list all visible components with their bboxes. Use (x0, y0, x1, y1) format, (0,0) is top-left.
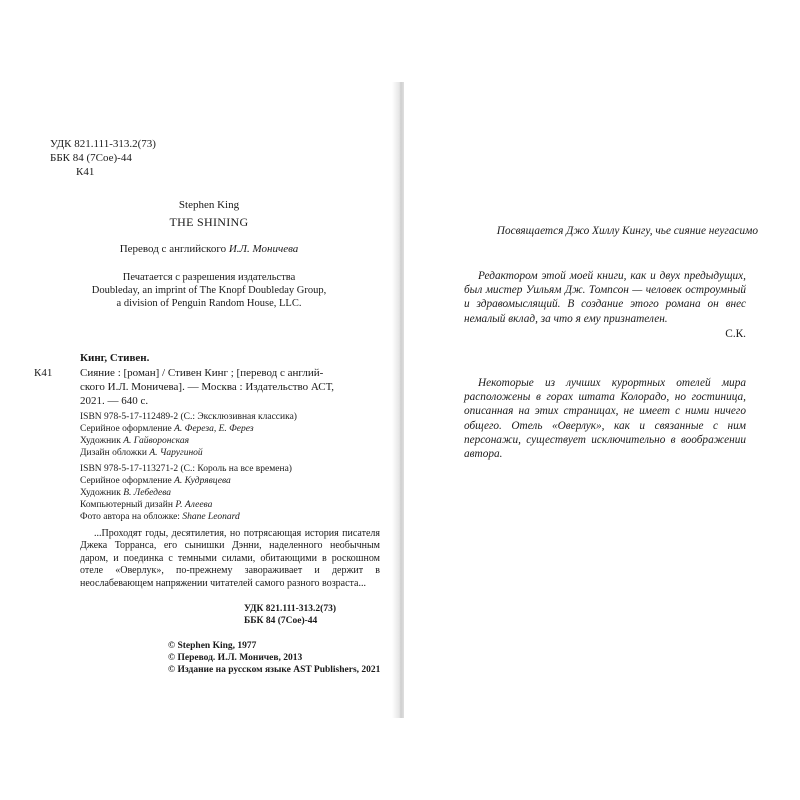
translation-credit (22, 243, 396, 256)
copyright-line: © Перевод. И.Л. Моничев, 2013 (168, 653, 303, 663)
catalog-description-line: Сияние : [роман] / Стивен Кинг ; [перевод с англий- (80, 367, 324, 379)
udk-code: УДК 821.111-313.2(73) (50, 138, 156, 150)
editor-note (464, 269, 746, 340)
catalog-description-line: ского И.Л. Моничева]. — Москва : Издательство АСТ, (80, 381, 334, 393)
catalog-mark: К41 (34, 367, 53, 379)
catalog-bbk: ББК 84 (7Сое)-44 (244, 616, 318, 626)
copyright-line: © Издание на русском языке AST Publishers, 2021 (168, 665, 381, 675)
credit-name: А. Гайворонская (123, 436, 190, 446)
credit-line (80, 512, 240, 523)
credit-line (80, 448, 203, 459)
catalog-udk: УДК 821.111-313.2(73) (244, 604, 337, 614)
disclaimer-note-text: Некоторые из лучших курортных отелей мира расположены в горах штата Колорадо, но гостиница, описанная на этих страницах, не имеет с ними ничего общего. Отель «Оверлук», как и связанные с ним персонажи, существует исключительно в воображении автора. (464, 377, 746, 461)
permission-line: Печатается с разрешения издательства (122, 272, 296, 283)
bbk-code: ББК 84 (7Сое)-44 (50, 152, 132, 164)
isbn-line: ISBN 978-5-17-112489-2 (С.: Эксклюзивная классика) (80, 412, 297, 422)
credit-line (80, 500, 212, 511)
credit-role: Серийное оформление (80, 476, 175, 486)
annotation-text: ...Проходят годы, десятилетия, но потрясающая история писателя Джека Торранса, его сынишки Дэнни, наделенного необычным даром, и поединка с темными силами, обитающими в роскошном отеле «Оверлук», по-прежнему завораживает и держит в неослабевающем напряжении читателей самого разного возраста... (80, 528, 380, 589)
original-title: THE SHINING (169, 215, 249, 229)
credit-line (80, 476, 231, 487)
credit-name: А. Кудрявцева (174, 476, 231, 486)
dedication: Посвящается Джо Хиллу Кингу, чье сияние неугасимо (496, 225, 758, 237)
editor-note-text: Редактором этой моей книги, как и двух предыдущих, был мистер Уильям Дж. Томпсон — человек остроумный и здравомыслящий. В создание этого романа он внес немалый вклад, за что я ему признателен. (464, 270, 746, 325)
isbn-line: ISBN 978-5-17-113271-2 (С.: Король на все времена) (80, 464, 292, 474)
credit-name: А. Чаругиной (149, 448, 203, 458)
author-mark: К41 (76, 166, 95, 178)
credit-line (80, 488, 171, 499)
credit-name: Shane Leonard (182, 512, 240, 522)
credit-name: А. Фереза, Е. Ферез (174, 424, 254, 434)
disclaimer-note (464, 376, 746, 461)
editor-note-signature: С.К. (725, 327, 746, 340)
credit-name: В. Лебедева (123, 488, 172, 498)
credit-role: Серийное оформление (80, 424, 175, 434)
book-annotation (80, 528, 380, 590)
credit-line (80, 424, 254, 435)
permission-line: Doubleday, an imprint of The Knopf Doubleday Group, (91, 285, 327, 296)
credit-name: Р. Алеева (175, 500, 213, 510)
translator-name: И.Л. Моничева (228, 243, 299, 255)
catalog-heading: Кинг, Стивен. (80, 352, 150, 364)
catalog-description-line: 2021. — 640 с. (80, 395, 149, 407)
left-page (22, 82, 396, 718)
credit-role: Дизайн обложки (80, 448, 150, 458)
credit-role: Компьютерный дизайн (80, 500, 176, 510)
credit-role: Фото автора на обложке: (80, 512, 183, 522)
credit-line (80, 436, 189, 447)
credit-role: Художник (80, 436, 124, 446)
original-author: Stephen King (178, 199, 240, 211)
right-page (404, 82, 776, 718)
credit-role: Художник (80, 488, 124, 498)
copyright-line: © Stephen King, 1977 (168, 641, 257, 651)
permission-line: a division of Penguin Random House, LLC. (116, 298, 302, 309)
translation-prefix: Перевод с английского (119, 243, 229, 255)
